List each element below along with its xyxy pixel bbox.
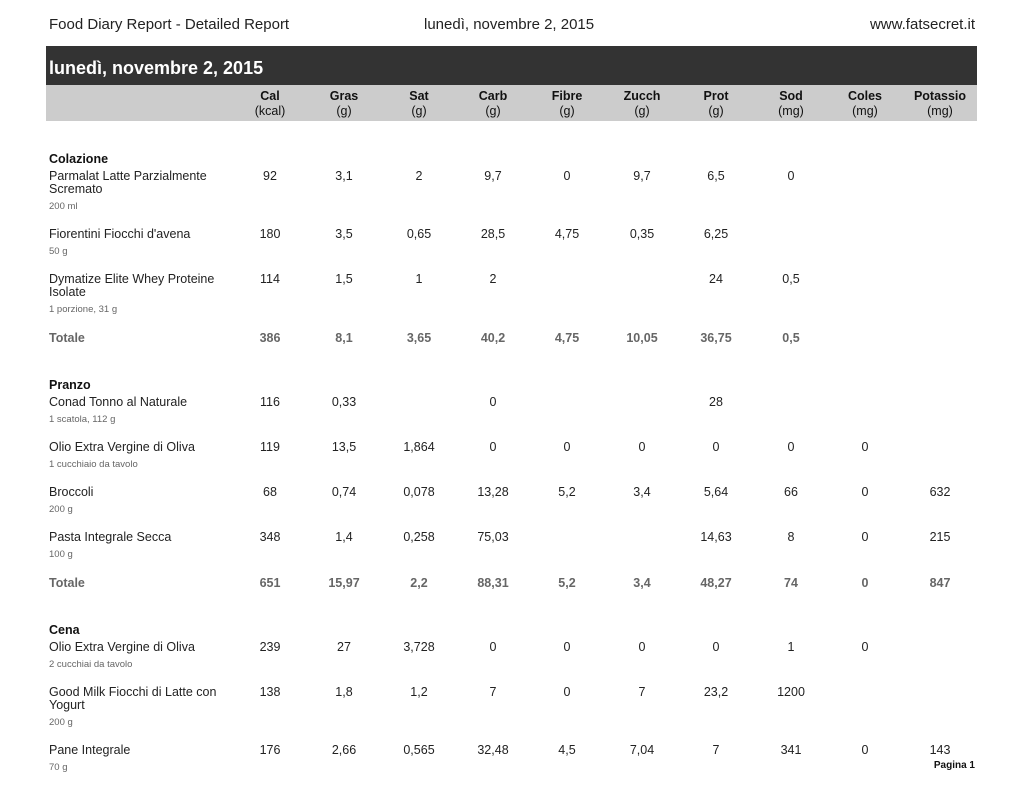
food-value: 1,2 (410, 685, 428, 699)
total-value: 3,4 (633, 576, 651, 590)
food-value: 6,25 (703, 227, 729, 241)
food-value: 75,03 (477, 530, 509, 544)
total-value: 651 (259, 576, 281, 590)
food-portion: 100 g (49, 549, 73, 560)
column-label: Carb (478, 89, 508, 103)
food-value: 0,258 (403, 530, 435, 544)
food-row (0, 170, 1024, 224)
food-value: 1 (787, 640, 795, 654)
food-value: 0 (638, 440, 646, 454)
food-value: 1,864 (403, 440, 435, 454)
food-name: Olio Extra Vergine di Oliva (49, 640, 195, 654)
food-value: 66 (784, 485, 798, 499)
food-row (0, 641, 1024, 682)
food-value: 0 (787, 169, 795, 183)
food-value: 0 (489, 640, 497, 654)
total-value: 48,27 (700, 576, 732, 590)
meal-section-header (0, 371, 1024, 392)
food-value: 0,74 (331, 485, 357, 499)
food-value: 1,5 (335, 272, 353, 286)
food-value: 215 (929, 530, 951, 544)
column-header (835, 89, 895, 119)
column-label: Prot (703, 89, 729, 103)
food-value: 348 (259, 530, 281, 544)
food-value: 68 (263, 485, 277, 499)
food-value: 28 (709, 395, 723, 409)
food-value: 24 (709, 272, 723, 286)
food-value: 176 (259, 743, 281, 757)
diary-table (0, 121, 1024, 785)
food-row (0, 744, 1024, 785)
food-row (0, 273, 1024, 327)
food-value: 180 (259, 227, 281, 241)
total-value: 74 (784, 576, 798, 590)
food-portion: 70 g (49, 762, 68, 773)
site-url: www.fatsecret.it (869, 16, 975, 33)
column-unit: (mg) (778, 104, 804, 118)
total-value: 847 (929, 576, 951, 590)
column-label: Cal (260, 89, 280, 103)
total-value: 5,2 (558, 576, 576, 590)
total-value: 10,05 (626, 331, 658, 345)
column-header (537, 89, 597, 119)
food-value: 143 (929, 743, 951, 757)
column-label: Gras (329, 89, 359, 103)
column-label: Sat (409, 89, 429, 103)
food-value: 0,565 (403, 743, 435, 757)
total-row (0, 327, 1024, 347)
food-value: 14,63 (700, 530, 732, 544)
food-row (0, 396, 1024, 437)
column-header-bar (46, 85, 977, 121)
total-value: 2,2 (410, 576, 428, 590)
food-value: 2,66 (331, 743, 357, 757)
total-value: 0,5 (782, 331, 800, 345)
food-value: 114 (260, 272, 280, 286)
food-value: 0,35 (629, 227, 655, 241)
food-value: 5,2 (558, 485, 576, 499)
food-value: 0 (563, 640, 571, 654)
column-header (314, 89, 374, 119)
total-label: Totale (49, 576, 85, 590)
food-row (0, 686, 1024, 740)
food-portion: 1 cucchiaio da tavolo (49, 459, 138, 470)
food-value: 28,5 (480, 227, 506, 241)
food-name: Olio Extra Vergine di Oliva (49, 440, 195, 454)
food-value: 4,75 (554, 227, 580, 241)
meal-section-header (0, 616, 1024, 637)
food-row (0, 441, 1024, 482)
food-portion: 200 ml (49, 201, 78, 212)
total-value: 36,75 (700, 331, 732, 345)
food-value: 7,04 (629, 743, 655, 757)
column-unit: (g) (336, 104, 352, 118)
meal-section-header (0, 145, 1024, 166)
total-label: Totale (49, 331, 85, 345)
total-value: 8,1 (335, 331, 353, 345)
day-header-bar (46, 46, 977, 86)
food-name: Pasta Integrale Secca (49, 530, 172, 544)
food-value: 23,2 (703, 685, 729, 699)
food-row (0, 486, 1024, 527)
food-value: 0 (563, 440, 571, 454)
food-value: 9,7 (633, 169, 651, 183)
meal-title: Colazione (49, 152, 109, 166)
total-value: 4,75 (554, 331, 580, 345)
food-value: 0 (861, 530, 869, 544)
food-value: 92 (263, 169, 277, 183)
food-value: 9,7 (484, 169, 502, 183)
food-row (0, 228, 1024, 269)
food-value: 0 (787, 440, 795, 454)
food-portion: 50 g (49, 246, 68, 257)
food-portion: 1 scatola, 112 g (49, 414, 116, 425)
food-value: 13,28 (477, 485, 509, 499)
food-portion: 200 g (49, 717, 73, 728)
food-value: 0,65 (406, 227, 432, 241)
column-unit: (g) (559, 104, 575, 118)
total-value: 3,65 (406, 331, 432, 345)
food-value: 2 (489, 272, 497, 286)
column-header (389, 89, 449, 119)
food-value: 0 (563, 685, 571, 699)
total-value: 0 (861, 576, 869, 590)
column-header (686, 89, 746, 119)
column-unit: (mg) (852, 104, 878, 118)
food-name: Conad Tonno al Naturale (49, 395, 188, 409)
food-value: 0,5 (782, 272, 800, 286)
column-header (761, 89, 821, 119)
food-value: 0,078 (403, 485, 435, 499)
food-name: Dymatize Elite Whey Proteine Isolate (49, 272, 215, 299)
food-value: 0 (489, 440, 497, 454)
column-label: Zucch (623, 89, 661, 103)
food-value: 0,33 (331, 395, 357, 409)
food-name: Fiorentini Fiocchi d'avena (49, 227, 191, 241)
column-unit: (g) (485, 104, 501, 118)
food-value: 119 (260, 440, 280, 454)
food-value: 7 (638, 685, 646, 699)
food-value: 0 (861, 743, 869, 757)
food-value: 3,1 (335, 169, 353, 183)
meal-title: Pranzo (49, 378, 91, 392)
column-unit: (g) (708, 104, 724, 118)
food-value: 1,4 (335, 530, 353, 544)
column-unit: (g) (634, 104, 650, 118)
food-value: 7 (712, 743, 720, 757)
food-portion: 2 cucchiai da tavolo (49, 659, 133, 670)
food-value: 5,64 (703, 485, 729, 499)
column-header (240, 89, 300, 119)
day-title: lunedì, novembre 2, 2015 (49, 58, 264, 78)
column-label: Fibre (551, 89, 583, 103)
report-header (49, 16, 975, 38)
food-value: 239 (259, 640, 281, 654)
food-value: 0 (861, 485, 869, 499)
food-value: 0 (712, 440, 720, 454)
food-value: 7 (489, 685, 497, 699)
total-value: 386 (259, 331, 281, 345)
food-value: 0 (563, 169, 571, 183)
food-value: 0 (861, 640, 869, 654)
report-date: lunedì, novembre 2, 2015 (424, 16, 595, 33)
total-value: 88,31 (477, 576, 509, 590)
food-value: 4,5 (558, 743, 576, 757)
food-value: 27 (337, 640, 351, 654)
food-row (0, 531, 1024, 572)
food-value: 2 (415, 169, 423, 183)
column-unit: (g) (411, 104, 427, 118)
meal-title: Cena (49, 623, 80, 637)
report-title: Food Diary Report - Detailed Report (49, 16, 290, 33)
food-value: 1,8 (335, 685, 353, 699)
total-row (0, 572, 1024, 592)
food-value: 0 (638, 640, 646, 654)
column-header (612, 89, 672, 119)
food-value: 1200 (777, 685, 805, 699)
column-header (910, 89, 970, 119)
food-name: Good Milk Fiocchi di Latte con Yogurt (49, 685, 217, 712)
page-number: Pagina 1 (933, 760, 975, 771)
food-value: 3,4 (633, 485, 651, 499)
food-value: 138 (259, 685, 281, 699)
column-unit: (kcal) (254, 104, 286, 118)
column-label: Potassio (913, 89, 967, 103)
food-value: 8 (787, 530, 795, 544)
food-value: 116 (260, 395, 280, 409)
food-name: Parmalat Latte Parzialmente Scremato (49, 169, 207, 196)
food-value: 32,48 (477, 743, 509, 757)
food-value: 0 (712, 640, 720, 654)
food-portion: 1 porzione, 31 g (49, 304, 118, 315)
food-name: Broccoli (49, 485, 94, 499)
food-value: 0 (489, 395, 497, 409)
column-unit: (mg) (927, 104, 953, 118)
column-label: Sod (779, 89, 803, 103)
column-header (463, 89, 523, 119)
total-value: 40,2 (480, 331, 506, 345)
food-value: 1 (415, 272, 423, 286)
food-value: 632 (929, 485, 951, 499)
column-label: Coles (847, 89, 883, 103)
food-value: 13,5 (331, 440, 357, 454)
food-portion: 200 g (49, 504, 73, 515)
food-value: 6,5 (707, 169, 725, 183)
food-name: Pane Integrale (49, 743, 131, 757)
food-value: 0 (861, 440, 869, 454)
total-value: 15,97 (328, 576, 360, 590)
food-value: 3,728 (403, 640, 435, 654)
food-value: 3,5 (335, 227, 353, 241)
food-value: 341 (780, 743, 802, 757)
